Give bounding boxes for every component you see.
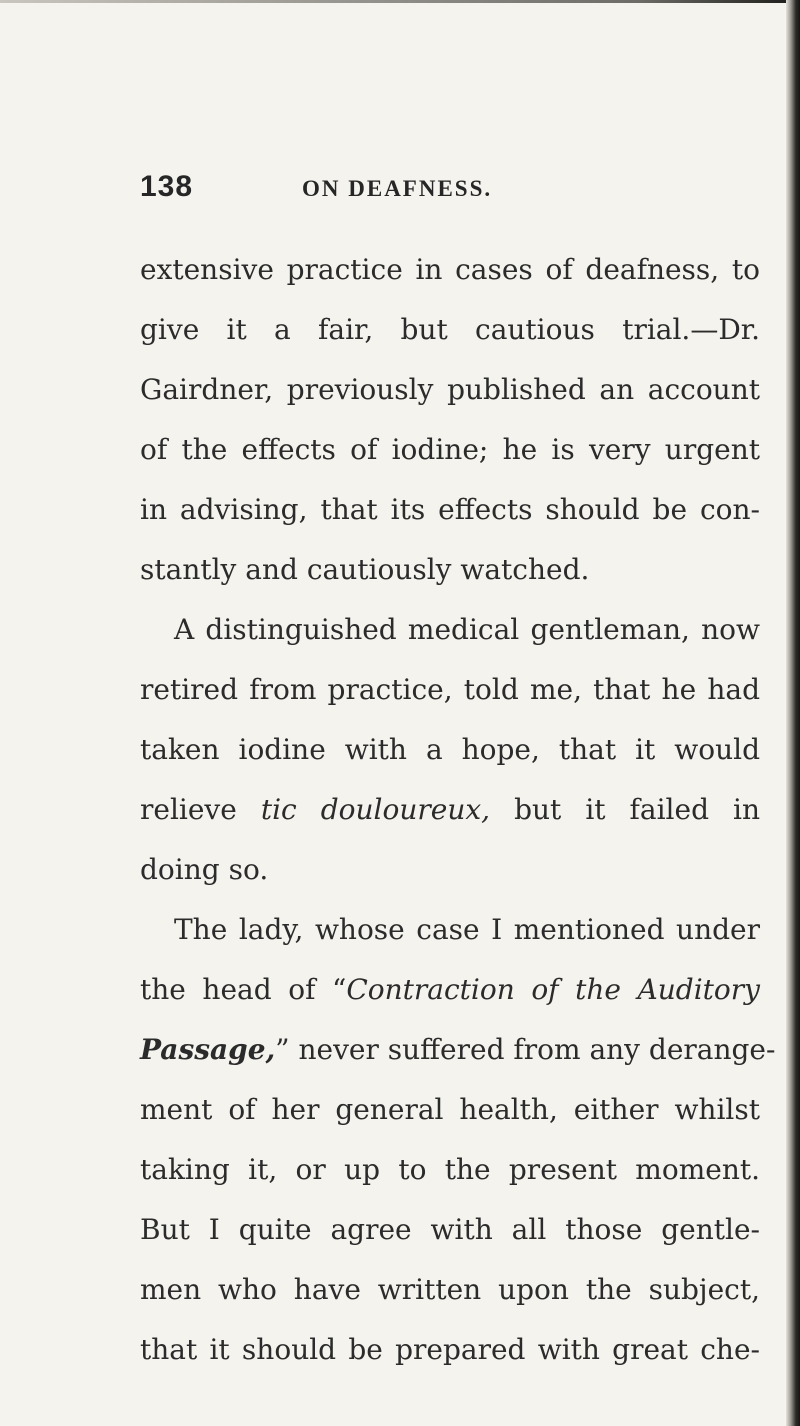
text-line: But I quite agree with all those gentle- <box>140 1213 760 1246</box>
text-line: doing so. <box>140 853 269 886</box>
text-line: in advising, that its effects should be con- <box>140 493 760 526</box>
italic-phrase: Passage, <box>140 1033 276 1066</box>
text-line: taking it, or up to the present moment. <box>140 1153 760 1186</box>
text-line: relieve tic douloureux, but it failed in <box>140 793 760 826</box>
text-line: A distinguished medical gentleman, now <box>174 613 760 646</box>
text-line: give it a fair, but cautious trial.—Dr. <box>140 313 760 346</box>
text-line: men who have written upon the subject, <box>140 1273 760 1306</box>
text-line: ment of her general health, either whilst <box>140 1093 760 1126</box>
body-text <box>140 240 776 1380</box>
text-line: the head of “Contraction of the Auditory <box>140 973 760 1006</box>
binding-shadow <box>786 0 800 1426</box>
running-head: ON DEAFNESS. <box>302 176 493 201</box>
text-line: The lady, whose case I mentioned under <box>174 913 760 946</box>
text-line: Gairdner, previously published an account <box>140 373 760 406</box>
text-line: Passage,” never suffered from any derange- <box>140 1033 776 1066</box>
page-header <box>0 168 786 216</box>
text-line: that it should be prepared with great che- <box>140 1333 760 1366</box>
page-number: 138 <box>140 170 194 203</box>
page-top-edge <box>0 0 800 3</box>
text-line: taken iodine with a hope, that it would <box>140 733 760 766</box>
text-line: extensive practice in cases of deafness, to <box>140 253 760 286</box>
text-line: stantly and cautiously watched. <box>140 553 590 586</box>
italic-phrase: tic douloureux, <box>260 793 491 826</box>
italic-phrase: Contraction of the Auditory <box>346 973 760 1006</box>
text-line: retired from practice, told me, that he had <box>140 673 760 706</box>
text-line: of the effects of iodine; he is very urgent <box>140 433 760 466</box>
